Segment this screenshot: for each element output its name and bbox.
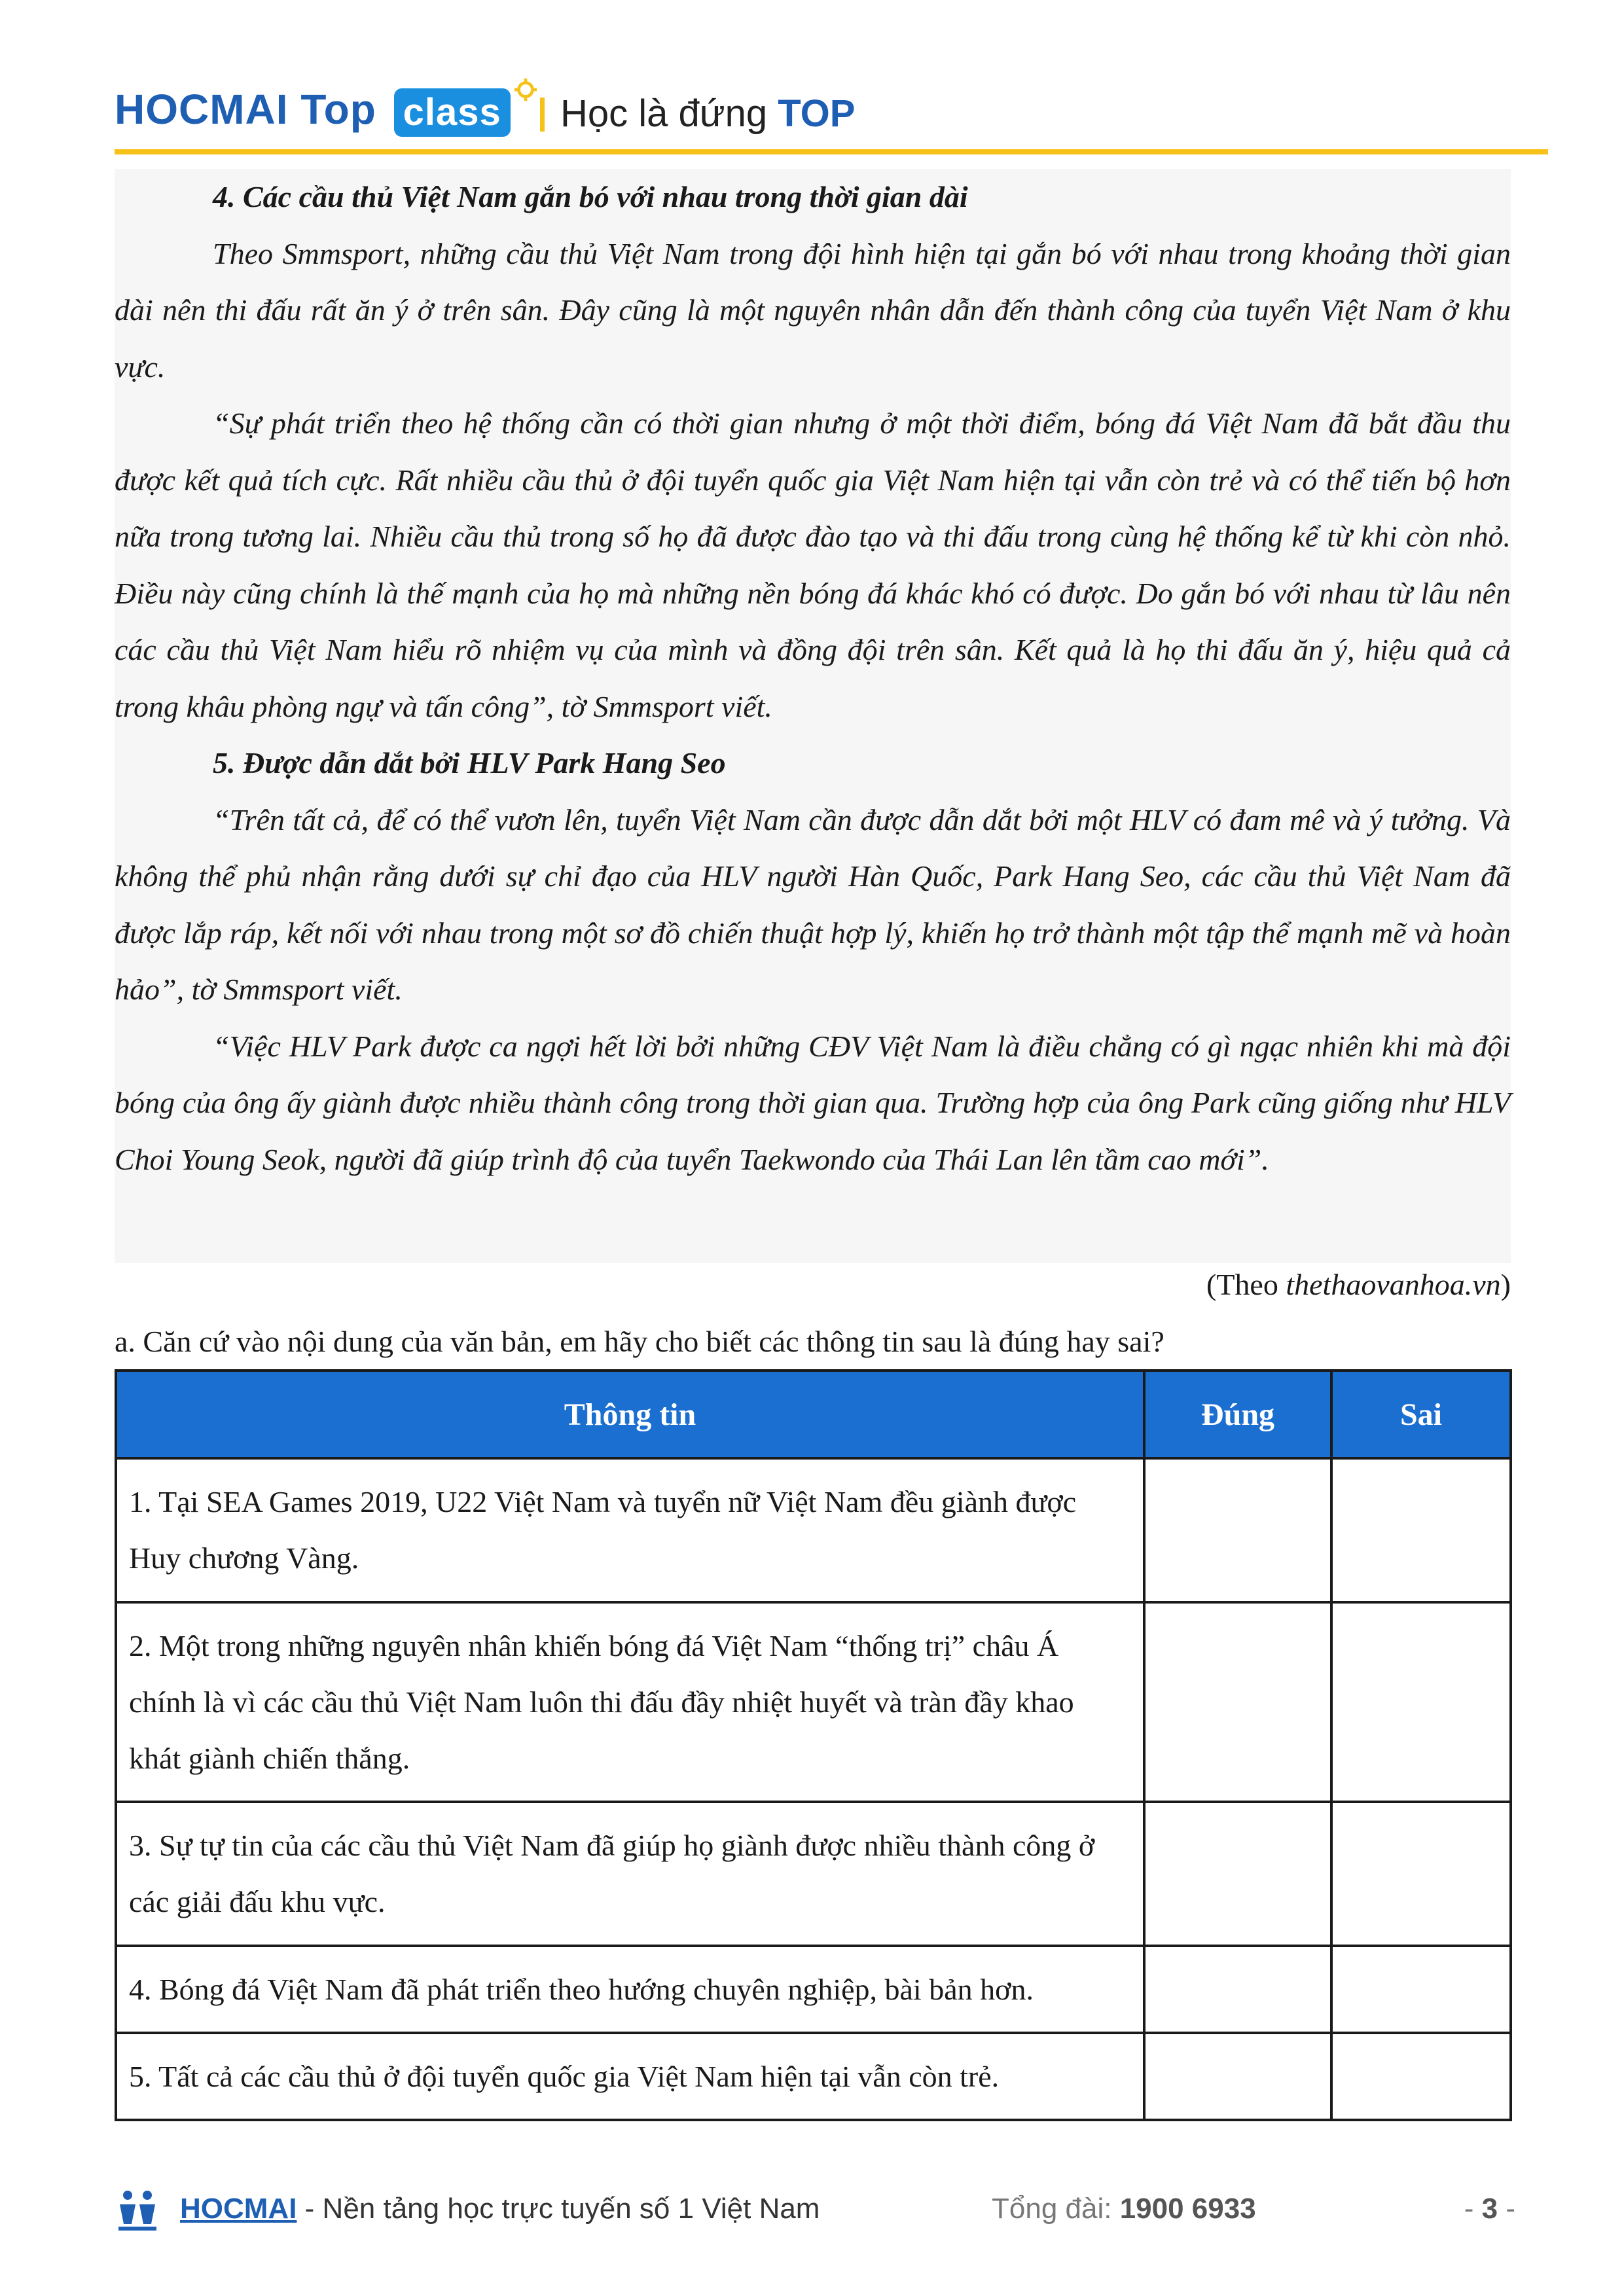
page-number [1464,2193,1515,2225]
section-heading-5: 5. Được dẫn dắt bởi HLV Park Hang Seo [213,746,726,780]
logo-top-text: Top [300,86,376,133]
false-answer-cell[interactable] [1331,1602,1511,1802]
statement-cell: 4. Bóng đá Việt Nam đã phát triển theo hướng chuyên nghiệp, bài bản hơn. [116,1946,1144,2033]
page-footer [115,2186,1535,2238]
passage-paragraph: “Việc HLV Park được ca ngợi hết lời bởi những CĐV Việt Nam là điều chẳng có gì ngạc nhiên khi mà đội bóng của ông ấy giành được nhiều thành công trong thời gian qua. Trường hợp của ông Park cũng giống như HLV Choi Young Seok, người đã giúp trình độ của tuyển Taekwondo của Thái Lan lên tầm cao mới”. [115,1029,1511,1176]
table-row [116,2033,1511,2120]
footer-brand [180,2193,820,2225]
gear-icon [513,77,538,102]
hotline-number: 1900 6933 [1119,2193,1256,2225]
table-row [116,1602,1511,1802]
table-row [116,1458,1511,1602]
hotline-label: Tổng đài: [992,2193,1120,2225]
logo-hocmai-text: HOCMAI [115,86,289,133]
false-answer-cell[interactable] [1331,1802,1511,1946]
footer-hotline [992,2193,1256,2225]
header-divider-line [115,149,1548,154]
false-answer-cell[interactable] [1331,1458,1511,1602]
header-tagline [540,92,855,135]
table-row [116,1946,1511,2033]
header-true: Đúng [1144,1371,1331,1458]
source-suffix: ) [1500,1268,1511,1301]
page-header [115,72,1548,157]
true-answer-cell[interactable] [1144,1458,1331,1602]
header-false: Sai [1331,1371,1511,1458]
header-info: Thông tin [116,1371,1144,1458]
statement-cell: 5. Tất cả các cầu thủ ở đội tuyển quốc gia Việt Nam hiện tại vẫn còn trẻ. [116,2033,1144,2120]
reading-passage [115,169,1511,1263]
tagline-text: Học là đứng [560,92,768,135]
page-number-value: 3 [1481,2193,1498,2225]
page-suffix: - [1498,2193,1515,2225]
true-answer-cell[interactable] [1144,1602,1331,1802]
table-header-row [116,1371,1511,1458]
page-prefix: - [1464,2193,1482,2225]
source-site: thethaovanhoa.vn [1286,1268,1501,1301]
hocmai-topclass-logo[interactable] [115,85,511,137]
section-heading-4: 4. Các cầu thủ Việt Nam gắn bó với nhau trong thời gian dài [213,180,968,213]
true-answer-cell[interactable] [1144,1946,1331,2033]
false-answer-cell[interactable] [1331,2033,1511,2120]
logo-class-badge: class [394,88,511,137]
true-false-table [115,1369,1512,2121]
hocmai-people-icon [115,2186,160,2232]
true-answer-cell[interactable] [1144,2033,1331,2120]
false-answer-cell[interactable] [1331,1946,1511,2033]
statement-cell: 1. Tại SEA Games 2019, U22 Việt Nam và tuyển nữ Việt Nam đều giành được Huy chương Vàng. [116,1458,1144,1602]
statement-cell: 2. Một trong những nguyên nhân khiến bóng đá Việt Nam “thống trị” châu Á chính là vì các cầu thủ Việt Nam luôn thi đấu đầy nhiệt huyết và tràn đầy khao khát giành chiến thắng. [116,1602,1144,1802]
tagline-divider [540,98,545,132]
passage-paragraph: “Sự phát triển theo hệ thống cần có thời gian nhưng ở một thời điểm, bóng đá Việt Nam đã bắt đầu thu được kết quả tích cực. Rất nhiều cầu thủ ở đội tuyển quốc gia Việt Nam hiện tại vẫn còn trẻ và có thể tiến bộ hơn nữa trong tương lai. Nhiều cầu thủ trong số họ đã được đào tạo và thi đấu trong cùng hệ thống kể từ khi còn nhỏ. Điều này cũng chính là thế mạnh của họ mà những nền bóng đá khác khó có được. Do gắn bó với nhau từ lâu nên các cầu thủ Việt Nam hiểu rõ nhiệm vụ của mình và đồng đội trên sân. Kết quả là họ thi đấu ăn ý, hiệu quả cả trong khâu phòng ngự và tấn công”, tờ Smmsport viết. [115,406,1511,723]
source-citation [115,1257,1511,1313]
footer-brand-desc: - Nền tảng học trực tuyến số 1 Việt Nam [297,2193,820,2225]
true-answer-cell[interactable] [1144,1802,1331,1946]
passage-paragraph: Theo Smmsport, những cầu thủ Việt Nam trong đội hình hiện tại gắn bó với nhau trong khoảng thời gian dài nên thi đấu rất ăn ý ở trên sân. Đây cũng là một nguyên nhân dẫn đến thành công của tuyển Việt Nam ở khu vực. [115,236,1511,384]
statement-cell: 3. Sự tự tin của các cầu thủ Việt Nam đã giúp họ giành được nhiều thành công ở các giải đấu khu vực. [116,1802,1144,1946]
question-prompt: a. Căn cứ vào nội dung của văn bản, em hãy cho biết các thông tin sau là đúng hay sai? [115,1325,1164,1358]
passage-paragraph: “Trên tất cả, để có thể vươn lên, tuyển Việt Nam cần được dẫn dắt bởi một HLV có đam mê và ý tưởng. Và không thể phủ nhận rằng dưới sự chỉ đạo của HLV người Hàn Quốc, Park Hang Seo, các cầu thủ Việt Nam đã được lắp ráp, kết nối với nhau trong một sơ đồ chiến thuật hợp lý, khiến họ trở thành một tập thể mạnh mẽ và hoàn hảo”, tờ Smmsport viết. [115,802,1511,1006]
source-prefix: (Theo [1206,1268,1286,1301]
table-row [116,1802,1511,1946]
tagline-strong: TOP [778,92,856,135]
footer-brand-link[interactable]: HOCMAI [180,2193,297,2225]
